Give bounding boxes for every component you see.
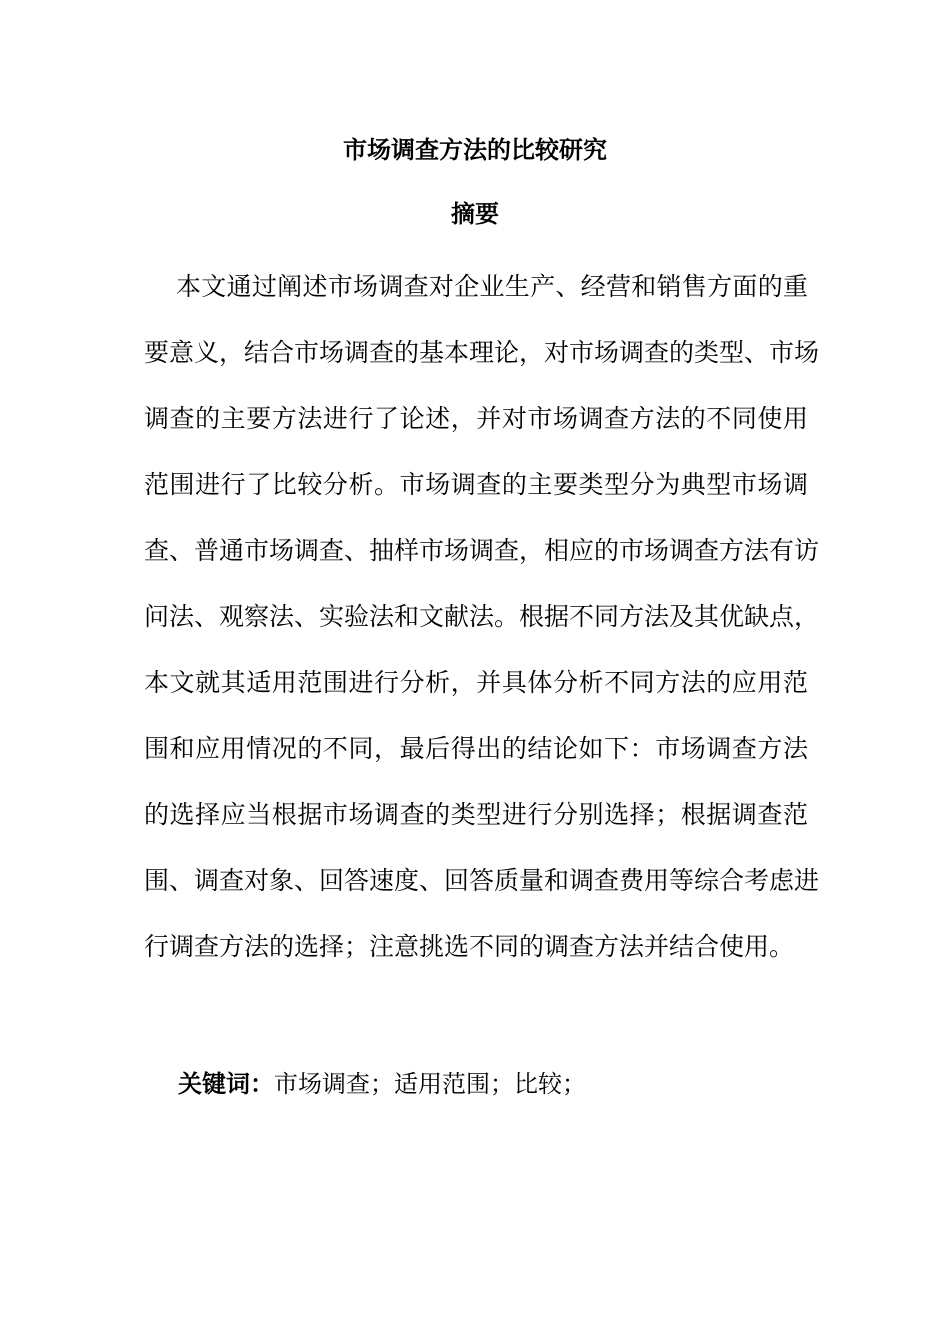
abstract-line: 调查的主要方法进行了论述，并对市场调查方法的不同使用 (144, 404, 808, 433)
abstract-line: 范围进行了比较分析。市场调查的主要类型分为典型市场调 (144, 470, 808, 499)
keywords-text: 市场调查；适用范围；比较； (274, 1070, 586, 1098)
keywords-label: 关键词： (178, 1069, 274, 1098)
abstract-line: 本文就其适用范围进行分析，并具体分析不同方法的应用范 (144, 668, 808, 697)
abstract-heading: 摘要 (451, 199, 499, 228)
document-title: 市场调查方法的比较研究 (343, 135, 607, 164)
keywords-row (178, 1062, 586, 1106)
abstract-line: 的选择应当根据市场调查的类型进行分别选择；根据调查范 (144, 800, 808, 829)
abstract-line: 围和应用情况的不同，最后得出的结论如下：市场调查方法 (144, 734, 808, 763)
abstract-line: 行调查方法的选择；注意挑选不同的调查方法并结合使用。 (144, 932, 795, 961)
abstract-line: 要意义，结合市场调查的基本理论，对市场调查的类型、市场 (144, 338, 820, 367)
abstract-line: 查、普通市场调查、抽样市场调查，相应的市场调查方法有访 (144, 536, 820, 565)
abstract-line: 围、调查对象、回答速度、回答质量和调查费用等综合考虑进 (144, 866, 820, 895)
abstract-body (144, 254, 820, 980)
abstract-line: 本文通过阐述市场调查对企业生产、经营和销售方面的重 (176, 272, 808, 301)
abstract-line: 问法、观察法、实验法和文献法。根据不同方法及其优缺点， (144, 602, 820, 631)
